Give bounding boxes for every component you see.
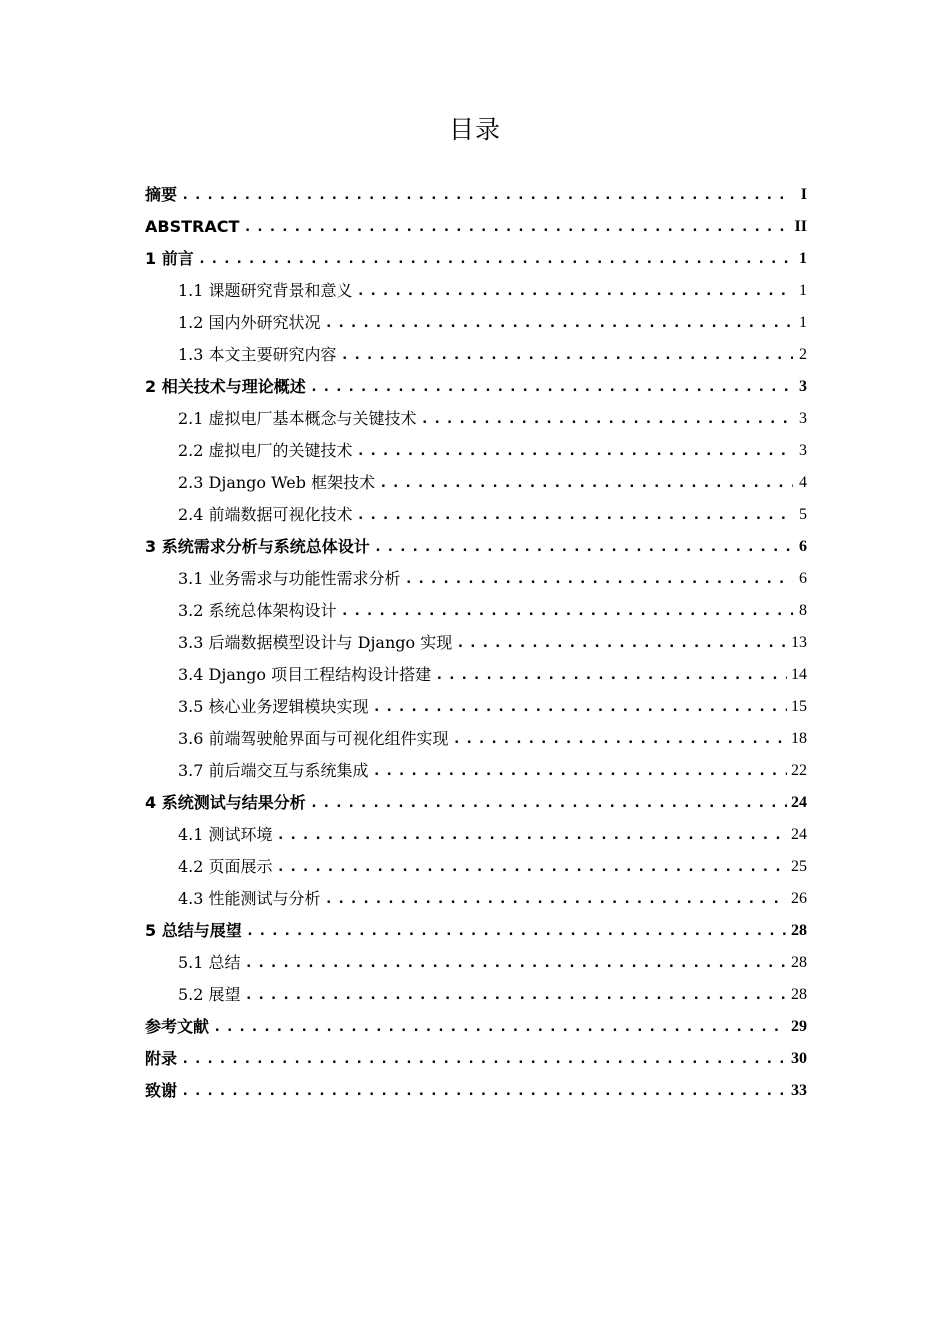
toc-entry-label: ABSTRACT — [145, 217, 240, 236]
dot-leader — [357, 435, 793, 467]
dot-leader — [277, 819, 787, 851]
toc-page-number: 29 — [791, 1018, 807, 1035]
dot-leader — [325, 307, 793, 339]
toc-page-number: 5 — [799, 506, 807, 523]
toc-entry-label: 4.1 测试环境 — [178, 825, 273, 844]
toc-page-number: I — [800, 186, 807, 203]
toc-page-number: 25 — [791, 858, 807, 875]
dot-leader — [341, 339, 793, 371]
toc-page-number: 28 — [791, 922, 807, 939]
toc-section-entry[interactable] — [145, 979, 807, 1011]
toc-entry-label: 2.1 虚拟电厂基本概念与关键技术 — [178, 409, 417, 428]
page-title: 目录 — [448, 115, 501, 144]
toc-page-number: 4 — [799, 474, 807, 491]
dot-leader — [245, 979, 787, 1011]
dot-leader — [357, 499, 793, 531]
toc-page-number: 28 — [791, 986, 807, 1003]
toc-entry-label: 3.2 系统总体架构设计 — [178, 601, 337, 620]
toc-chapter-entry[interactable] — [145, 371, 807, 403]
toc-entry-label: 4 系统测试与结果分析 — [145, 793, 306, 812]
toc-section-entry[interactable] — [145, 755, 807, 787]
dot-leader — [357, 275, 793, 307]
toc-page-number: 3 — [799, 410, 807, 427]
dot-leader — [213, 1011, 787, 1043]
dot-leader — [181, 1075, 787, 1107]
toc-page-number: 33 — [791, 1082, 807, 1099]
toc-page-number: 15 — [791, 698, 807, 715]
toc-entry-label: 1 前言 — [145, 249, 194, 268]
toc-entry-label: 1.1 课题研究背景和意义 — [178, 281, 353, 300]
toc-entry-label: 2 相关技术与理论概述 — [145, 377, 306, 396]
dot-leader — [373, 755, 787, 787]
toc-section-entry[interactable] — [145, 499, 807, 531]
toc-page-number: 28 — [791, 954, 807, 971]
toc-section-entry[interactable] — [145, 947, 807, 979]
toc-section-entry[interactable] — [145, 467, 807, 499]
toc-page-number: 30 — [791, 1050, 807, 1067]
toc-section-entry[interactable] — [145, 851, 807, 883]
toc-entry-label: 参考文献 — [145, 1017, 210, 1036]
dot-leader — [456, 627, 787, 659]
toc-page-number: 2 — [799, 346, 807, 363]
toc-section-entry[interactable] — [145, 563, 807, 595]
toc-page-number: 3 — [799, 442, 807, 459]
dot-leader — [245, 947, 787, 979]
dot-leader — [310, 371, 793, 403]
toc-page-number: 13 — [791, 634, 807, 651]
toc-page-number: 1 — [799, 314, 807, 331]
toc-section-entry[interactable] — [145, 659, 807, 691]
toc-entry-label: 3 系统需求分析与系统总体设计 — [145, 537, 370, 556]
toc-entry-label: 2.2 虚拟电厂的关键技术 — [178, 441, 353, 460]
toc-section-entry[interactable] — [145, 723, 807, 755]
toc-entry-label: 3.6 前端驾驶舱界面与可视化组件实现 — [178, 729, 449, 748]
toc-entry-label: 3.3 后端数据模型设计与 Django 实现 — [178, 633, 453, 652]
toc-entry-label: 2.4 前端数据可视化技术 — [178, 505, 353, 524]
toc-section-entry[interactable] — [145, 595, 807, 627]
toc-chapter-entry[interactable] — [145, 243, 807, 275]
dot-leader — [310, 787, 787, 819]
toc-chapter-entry[interactable] — [145, 211, 807, 243]
toc-entry-label: 5.1 总结 — [178, 953, 241, 972]
toc-entry-label: 4.3 性能测试与分析 — [178, 889, 321, 908]
table-of-contents — [145, 179, 807, 1107]
toc-page-number: 24 — [791, 826, 807, 843]
toc-page-number: 8 — [799, 602, 807, 619]
dot-leader — [374, 531, 793, 563]
dot-leader — [373, 691, 787, 723]
toc-entry-label: 3.5 核心业务逻辑模块实现 — [178, 697, 369, 716]
dot-leader — [421, 403, 793, 435]
toc-page-number: 6 — [799, 570, 807, 587]
toc-chapter-entry[interactable] — [145, 179, 807, 211]
toc-chapter-entry[interactable] — [145, 1043, 807, 1075]
toc-entry-label: 1.3 本文主要研究内容 — [178, 345, 337, 364]
toc-entry-label: 5 总结与展望 — [145, 921, 242, 940]
dot-leader — [198, 243, 793, 275]
toc-page-number: 14 — [791, 666, 807, 683]
toc-page-number: 22 — [791, 762, 807, 779]
toc-page-number: 6 — [799, 538, 807, 555]
dot-leader — [435, 659, 787, 691]
toc-section-entry[interactable] — [145, 275, 807, 307]
dot-leader — [246, 915, 787, 947]
dot-leader — [379, 467, 793, 499]
toc-page-number: 1 — [799, 282, 807, 299]
toc-page-number: 1 — [799, 250, 807, 267]
dot-leader — [405, 563, 793, 595]
toc-entry-label: 1.2 国内外研究状况 — [178, 313, 321, 332]
toc-entry-label: 3.7 前后端交互与系统集成 — [178, 761, 369, 780]
toc-page-number: 3 — [799, 378, 807, 395]
toc-page-number: 18 — [791, 730, 807, 747]
toc-chapter-entry[interactable] — [145, 531, 807, 563]
toc-section-entry[interactable] — [145, 435, 807, 467]
toc-entry-label: 5.2 展望 — [178, 985, 241, 1004]
toc-page-number: II — [794, 218, 807, 235]
dot-leader — [453, 723, 787, 755]
toc-section-entry[interactable] — [145, 691, 807, 723]
toc-entry-label: 2.3 Django Web 框架技术 — [178, 473, 376, 492]
toc-entry-label: 3.1 业务需求与功能性需求分析 — [178, 569, 401, 588]
toc-chapter-entry[interactable] — [145, 787, 807, 819]
dot-leader — [243, 211, 790, 243]
toc-entry-label: 摘要 — [145, 185, 178, 204]
toc-chapter-entry[interactable] — [145, 915, 807, 947]
toc-entry-label: 3.4 Django 项目工程结构设计搭建 — [178, 665, 432, 684]
toc-chapter-entry[interactable] — [145, 1011, 807, 1043]
dot-leader — [181, 179, 793, 211]
toc-page-number: 24 — [791, 794, 807, 811]
toc-section-entry[interactable] — [145, 403, 807, 435]
toc-section-entry[interactable] — [145, 819, 807, 851]
toc-section-entry[interactable] — [145, 627, 807, 659]
dot-leader — [277, 851, 787, 883]
toc-section-entry[interactable] — [145, 307, 807, 339]
toc-entry-label: 附录 — [145, 1049, 178, 1068]
toc-chapter-entry[interactable] — [145, 1075, 807, 1107]
dot-leader — [325, 883, 787, 915]
dot-leader — [181, 1043, 787, 1075]
toc-section-entry[interactable] — [145, 339, 807, 371]
toc-entry-label: 4.2 页面展示 — [178, 857, 273, 876]
toc-entry-label: 致谢 — [145, 1081, 178, 1100]
dot-leader — [341, 595, 793, 627]
toc-page-number: 26 — [791, 890, 807, 907]
toc-section-entry[interactable] — [145, 883, 807, 915]
